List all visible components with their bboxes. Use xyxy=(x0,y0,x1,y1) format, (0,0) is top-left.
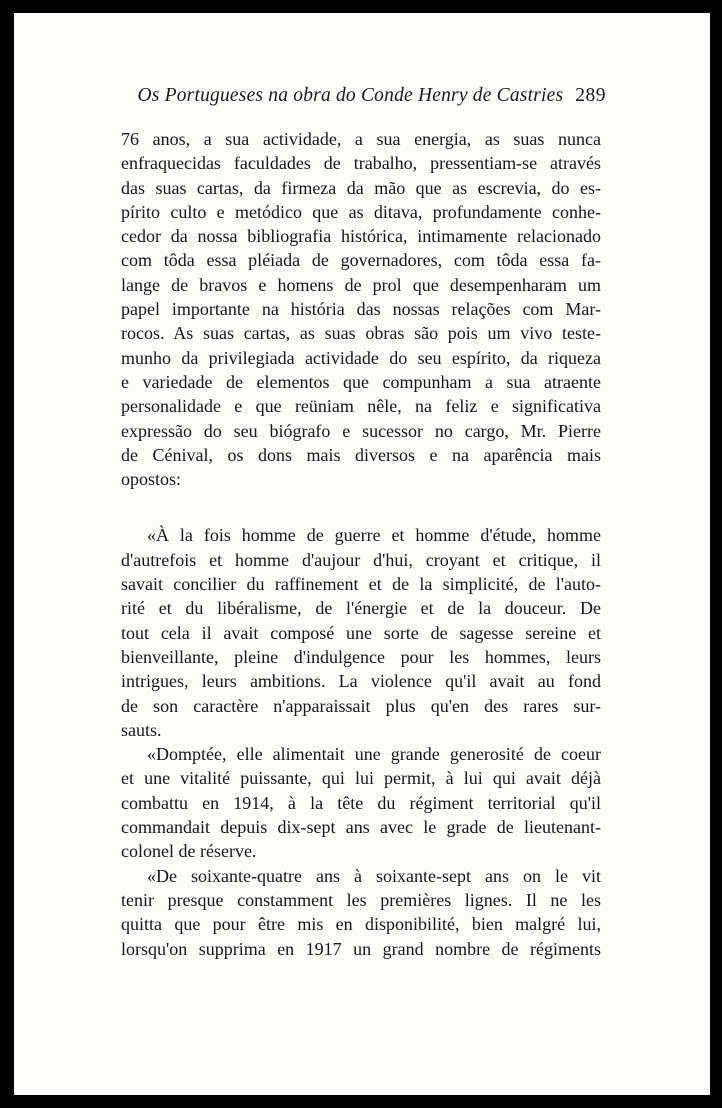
text-line: combattu en 1914, à la tête du régiment territorial qu'il xyxy=(121,792,601,813)
text-line: lorsqu'on supprima en 1917 un grand nombre de régiments xyxy=(121,938,601,959)
text-line: enfraquecidas faculdades de trabalho, pressentiam-se através xyxy=(121,153,601,174)
text-line: pírito culto e metódico que as ditava, profundamente conhe- xyxy=(121,201,601,222)
text-line: d'autrefois et homme d'aujour d'hui, croyant et critique, il xyxy=(121,549,601,570)
text-line: et une vitalité puissante, qui lui permit, à lui qui avait déjà xyxy=(121,768,601,789)
text-line: rité et du libéralisme, de l'énergie et de la douceur. De xyxy=(121,598,601,619)
body-text xyxy=(121,127,601,961)
text-line: papel importante na história das nossas relações com Mar- xyxy=(121,299,601,320)
text-line: colonel de réserve. xyxy=(121,841,257,862)
text-line: 76 anos, a sua actividade, a sua energia, as suas nunca xyxy=(121,129,601,149)
text-line: tenir presque constamment les premières lignes. Il ne les xyxy=(121,889,601,910)
text-line: «De soixante-quatre ans à soixante-sept ans on le vit xyxy=(147,865,601,886)
text-line: bienveillante, pleine d'indulgence pour les hommes, leurs xyxy=(121,646,601,667)
text-line: cedor da nossa bibliografia histórica, intimamente relacionado xyxy=(121,226,601,247)
text-line: com tôda essa pléiada de governadores, com tôda essa fa- xyxy=(121,250,601,271)
text-line: commandait depuis dix-sept ans avec le grade de lieutenant- xyxy=(121,817,601,838)
text-line: e variedade de elementos que compunham a sua atraente xyxy=(121,371,601,392)
page-number: 289 xyxy=(575,85,606,106)
text-line: intrigues, leurs ambitions. La violence qu'il avait au fond xyxy=(121,671,601,692)
text-line: munho da privilegiada actividade do seu espírito, da riqueza xyxy=(121,347,601,368)
text-line: de Cénival, os dons mais diversos e na aparência mais xyxy=(121,444,601,465)
text-line: «À la fois homme de guerre et homme d'étude, homme xyxy=(147,525,601,546)
text-line: quitta que pour être mis en disponibilité, bien malgré lui, xyxy=(121,914,601,935)
running-head xyxy=(14,85,606,107)
text-line: opostos: xyxy=(121,469,182,490)
text-line: rocos. As suas cartas, as suas obras são pois um vivo teste- xyxy=(121,323,601,344)
text-line: sauts. xyxy=(121,719,162,740)
text-line: savait concilier du raffinement et de la simplicité, de l'auto- xyxy=(121,574,601,595)
text-line: tout cela il avait composé une sorte de sagesse sereine et xyxy=(121,622,601,643)
running-head-title: Os Portugueses na obra do Conde Henry de Castries xyxy=(137,85,564,106)
text-line: personalidade e que reüniam nêle, na feliz e significativa xyxy=(121,396,601,417)
text-line: das suas cartas, da firmeza da mão que as escrevia, do es- xyxy=(121,177,601,198)
text-line: expressão do seu biógrafo e sucessor no cargo, Mr. Pierre xyxy=(121,420,601,441)
paragraph-portuguese xyxy=(121,127,601,491)
quotation-paragraph-3 xyxy=(121,864,601,961)
quotation-paragraph-1 xyxy=(121,523,601,742)
paragraph-gap xyxy=(121,491,601,523)
book-page xyxy=(14,13,710,1095)
quotation-paragraph-2 xyxy=(121,742,601,863)
text-line: «Domptée, elle alimentait une grande generosité de coeur xyxy=(147,744,601,765)
text-line: de son caractère n'apparaissait plus qu'en des rares sur- xyxy=(121,695,601,716)
text-line: lange de bravos e homens de prol que desempenharam um xyxy=(121,274,601,295)
